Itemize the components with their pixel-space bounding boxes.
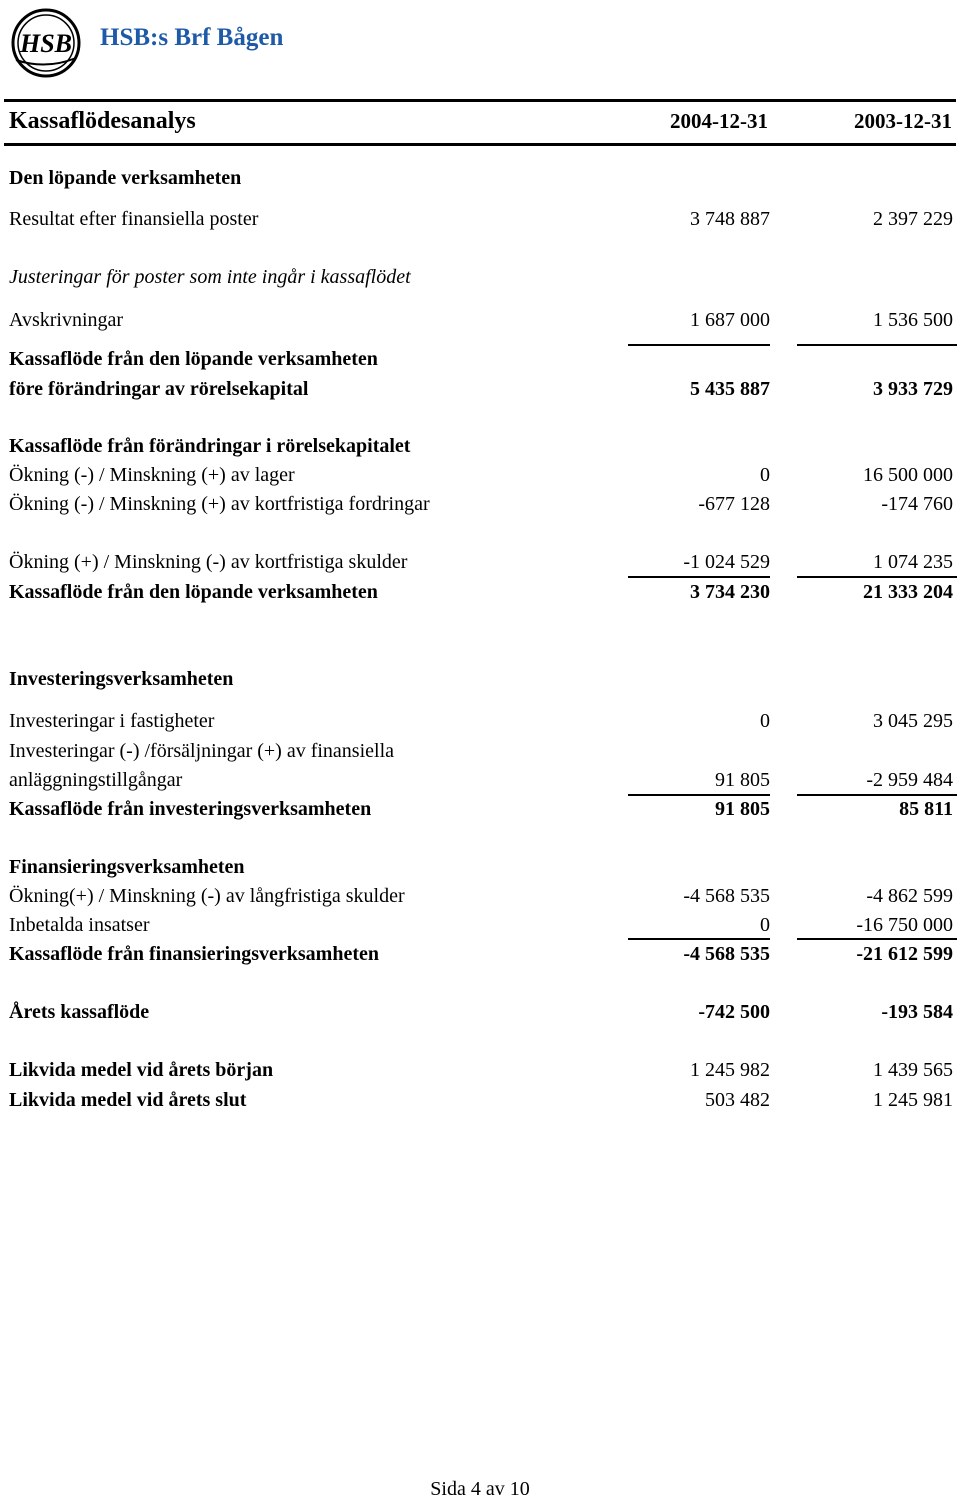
value-2003: -193 584 xyxy=(881,1001,953,1023)
row-label: Kassaflöde från finansieringsverksamheten xyxy=(9,943,379,965)
table-row xyxy=(9,264,953,290)
table-row xyxy=(9,912,953,938)
table-row xyxy=(9,1087,953,1113)
row-label: Likvida medel vid årets slut xyxy=(9,1089,247,1111)
row-label: Kassaflöde från den löpande verksamheten xyxy=(9,581,378,603)
value-2004: 5 435 887 xyxy=(690,378,770,400)
value-2003: 1 536 500 xyxy=(873,309,953,331)
value-2003: 1 439 565 xyxy=(873,1059,953,1081)
title-bottom-rule xyxy=(4,143,956,146)
value-2003: 85 811 xyxy=(899,798,953,820)
value-2004: -1 024 529 xyxy=(683,551,770,573)
value-2004: 3 748 887 xyxy=(690,208,770,230)
table-row xyxy=(9,883,953,909)
value-2004: -742 500 xyxy=(698,1001,770,1023)
table-row xyxy=(9,767,953,793)
table-row xyxy=(9,491,953,517)
value-2003: 3 933 729 xyxy=(873,378,953,400)
svg-text:HSB: HSB xyxy=(19,29,73,58)
table-row xyxy=(9,307,953,333)
value-2003: 3 045 295 xyxy=(873,710,953,732)
value-2003: 16 500 000 xyxy=(863,464,953,486)
table-row xyxy=(9,433,953,459)
table-row xyxy=(9,376,953,402)
title-top-rule xyxy=(4,99,956,102)
table-row xyxy=(9,796,953,822)
report-title: Kassaflödesanalys xyxy=(9,108,196,134)
section-heading: Kassaflöde från förändringar i rörelsekapitalet xyxy=(9,435,411,457)
table-row xyxy=(9,206,953,232)
page-header xyxy=(0,0,960,80)
sum-line xyxy=(628,938,770,940)
table-row xyxy=(9,708,953,734)
table-row xyxy=(9,999,953,1025)
value-2004: 91 805 xyxy=(715,798,770,820)
report-title-row xyxy=(9,108,952,138)
value-2003: -16 750 000 xyxy=(856,914,953,936)
row-label: Ökning (-) / Minskning (+) av kortfristiga fordringar xyxy=(9,493,430,515)
row-label: Avskrivningar xyxy=(9,309,124,331)
value-2004: 0 xyxy=(760,914,770,936)
column-header-2004: 2004-12-31 xyxy=(670,109,768,133)
value-2003: 1 074 235 xyxy=(873,551,953,573)
value-2003: -174 760 xyxy=(881,493,953,515)
brand-name: HSB:s Brf Bågen xyxy=(100,24,284,51)
section-heading: Den löpande verksamheten xyxy=(9,167,242,189)
row-label: Ökning (+) / Minskning (-) av kortfristiga skulder xyxy=(9,551,408,573)
row-label: Investeringar (-) /försäljningar (+) av finansiella xyxy=(9,740,395,762)
value-2004: 1 687 000 xyxy=(690,309,770,331)
table-row xyxy=(9,941,953,967)
table-row xyxy=(9,549,953,575)
value-2003: 21 333 204 xyxy=(863,581,953,603)
table-row xyxy=(9,1057,953,1083)
row-label: anläggningstillgångar xyxy=(9,769,183,791)
section-heading: Investeringsverksamheten xyxy=(9,668,234,690)
row-label: Likvida medel vid årets början xyxy=(9,1059,274,1081)
row-label: Investeringar i fastigheter xyxy=(9,710,215,732)
column-header-2003: 2003-12-31 xyxy=(854,109,952,133)
value-2004: 0 xyxy=(760,464,770,486)
value-2004: 0 xyxy=(760,710,770,732)
value-2004: -4 568 535 xyxy=(683,885,770,907)
row-label: Justeringar för poster som inte ingår i kassaflödet xyxy=(9,266,411,288)
table-row xyxy=(9,854,953,880)
table-row xyxy=(9,579,953,605)
value-2003: -4 862 599 xyxy=(866,885,953,907)
row-label: Kassaflöde från den löpande verksamheten xyxy=(9,348,378,370)
value-2004: 503 482 xyxy=(705,1089,770,1111)
sum-line xyxy=(797,576,957,578)
value-2003: -21 612 599 xyxy=(856,943,953,965)
row-label: före förändringar av rörelsekapital xyxy=(9,378,309,400)
row-label: Resultat efter finansiella poster xyxy=(9,208,259,230)
page-number: Sida 4 av 10 xyxy=(430,1478,530,1500)
sum-line xyxy=(628,576,770,578)
row-label: Ökning(+) / Minskning (-) av långfristiga skulder xyxy=(9,885,405,907)
value-2004: -677 128 xyxy=(698,493,770,515)
value-2004: 3 734 230 xyxy=(690,581,770,603)
hsb-logo-icon xyxy=(6,8,86,78)
section-heading: Finansieringsverksamheten xyxy=(9,856,245,878)
value-2003: 1 245 981 xyxy=(873,1089,953,1111)
table-row xyxy=(9,346,953,372)
value-2003: -2 959 484 xyxy=(866,769,953,791)
row-label: Kassaflöde från investeringsverksamheten xyxy=(9,798,372,820)
table-row xyxy=(9,462,953,488)
value-2004: 91 805 xyxy=(715,769,770,791)
value-2004: 1 245 982 xyxy=(690,1059,770,1081)
row-label: Inbetalda insatser xyxy=(9,914,150,936)
value-2004: -4 568 535 xyxy=(683,943,770,965)
table-row xyxy=(9,666,953,692)
row-label: Årets kassaflöde xyxy=(9,1001,150,1023)
table-row xyxy=(9,165,953,191)
table-row xyxy=(9,738,953,764)
sum-line xyxy=(797,938,957,940)
value-2003: 2 397 229 xyxy=(873,208,953,230)
row-label: Ökning (-) / Minskning (+) av lager xyxy=(9,464,295,486)
